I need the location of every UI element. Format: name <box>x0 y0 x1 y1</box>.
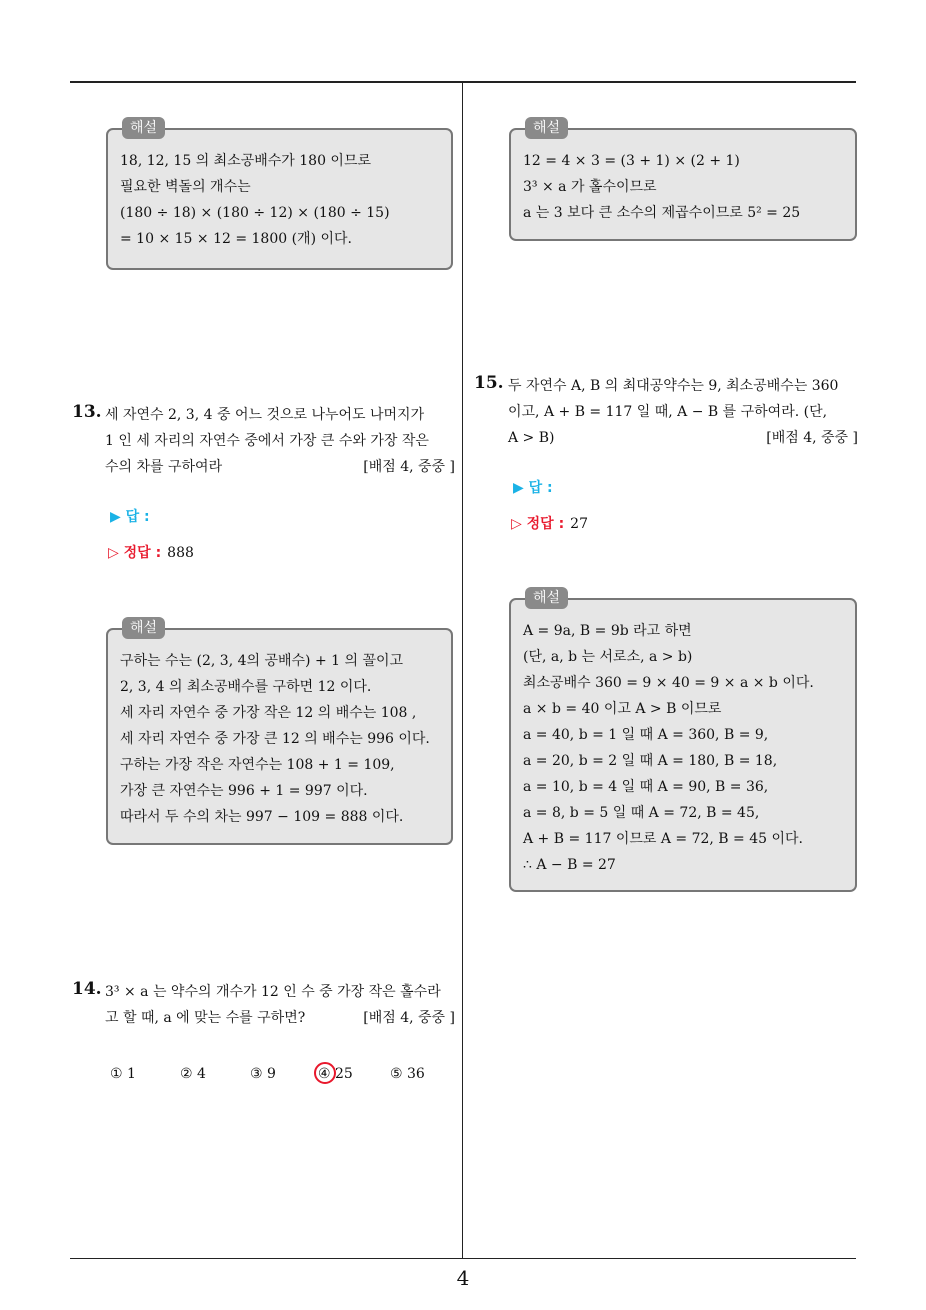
solution-line: 2, 3, 4 의 최소공배수를 구하면 12 이다. <box>120 679 372 695</box>
question-number-14: 14. <box>72 979 102 999</box>
choice-3[interactable]: ③ 9 <box>250 1066 276 1082</box>
solution-line: ∴ A − B = 27 <box>523 857 616 873</box>
question-line: 수의 차를 구하여라 <box>105 459 223 475</box>
solution-line: 3³ × a 가 홀수이므로 <box>523 179 657 195</box>
question-line: A > B) <box>508 430 555 446</box>
question-line: 1 인 세 자리의 자연수 중에서 가장 큰 수와 가장 작은 <box>105 433 429 449</box>
solution-line: A + B = 117 이므로 A = 72, B = 45 이다. <box>523 831 803 847</box>
question-line: 고 할 때, a 에 맞는 수를 구하면? <box>105 1010 306 1026</box>
solution-line: 최소공배수 360 = 9 × 40 = 9 × a × b 이다. <box>523 675 814 691</box>
choice-2[interactable]: ② 4 <box>180 1066 206 1082</box>
solution-line: a × b = 40 이고 A > B 이므로 <box>523 701 722 717</box>
solution-tag: 해설 <box>122 617 165 639</box>
correct-label: ▷ 정답 : <box>511 516 565 532</box>
solution-line: a = 8, b = 5 일 때 A = 72, B = 45, <box>523 805 760 821</box>
question-line: 이고, A + B = 117 일 때, A − B 를 구하여라. (단, <box>508 404 828 420</box>
solution-line: a = 40, b = 1 일 때 A = 360, B = 9, <box>523 727 769 743</box>
solution-line: (180 ÷ 18) × (180 ÷ 12) × (180 ÷ 15) <box>120 205 390 221</box>
solution-line: 세 자리 자연수 중 가장 큰 12 의 배수는 996 이다. <box>120 731 430 747</box>
bottom-rule <box>70 1258 856 1259</box>
choice-4-selected[interactable] <box>318 1066 390 1082</box>
score-meta: [배점 4, 중중 ] <box>363 459 455 475</box>
solution-line: (단, a, b 는 서로소, a > b) <box>523 649 693 665</box>
selected-circle-icon <box>314 1062 336 1084</box>
solution-line: = 10 × 15 × 12 = 1800 (개) 이다. <box>120 231 352 247</box>
correct-answer <box>511 513 588 533</box>
solution-line: A = 9a, B = 9b 라고 하면 <box>523 623 692 639</box>
solution-box-14 <box>509 120 857 241</box>
question-line: 3³ × a 는 약수의 개수가 12 인 수 중 가장 작은 홀수라 <box>105 984 441 1000</box>
solution-line: 구하는 가장 작은 자연수는 108 + 1 = 109, <box>120 757 395 773</box>
solution-line: a = 10, b = 4 일 때 A = 90, B = 36, <box>523 779 769 795</box>
solution-line: 18, 12, 15 의 최소공배수가 180 이므로 <box>120 153 372 169</box>
page-number: 4 <box>456 1266 470 1290</box>
answer-prompt: ▶ 답 : <box>110 509 150 525</box>
solution-line: 가장 큰 자연수는 996 + 1 = 997 이다. <box>120 783 368 799</box>
question-13-text <box>105 402 455 480</box>
solution-line: a 는 3 보다 큰 소수의 제곱수이므로 5² = 25 <box>523 205 801 221</box>
solution-box-13 <box>106 620 453 845</box>
correct-label: ▷ 정답 : <box>108 545 162 561</box>
question-line: 두 자연수 A, B 의 최대공약수는 9, 최소공배수는 360 <box>508 378 839 394</box>
choice-4-label: ④ 25 <box>318 1066 353 1082</box>
solution-box-12 <box>106 120 453 270</box>
choice-5[interactable]: ⑤ 36 <box>390 1066 425 1082</box>
solution-box-15 <box>509 590 857 892</box>
solution-line: 구하는 수는 (2, 3, 4의 공배수) + 1 의 꼴이고 <box>120 653 404 669</box>
choice-1[interactable]: ① 1 <box>110 1066 136 1082</box>
question-14-text <box>105 979 455 1031</box>
solution-line: 필요한 벽돌의 개수는 <box>120 179 251 195</box>
score-meta: [배점 4, 중중 ] <box>766 430 858 446</box>
answer-prompt: ▶ 답 : <box>513 480 553 496</box>
correct-answer <box>108 542 194 562</box>
correct-value: 888 <box>167 545 194 561</box>
solution-line: 세 자리 자연수 중 가장 작은 12 의 배수는 108 , <box>120 705 417 721</box>
choice-list <box>110 1066 450 1082</box>
question-number-13: 13. <box>72 402 102 422</box>
question-15-text <box>508 373 858 451</box>
solution-tag: 해설 <box>525 117 568 139</box>
column-divider <box>462 83 463 1259</box>
top-rule <box>70 81 856 83</box>
solution-line: 따라서 두 수의 차는 997 − 109 = 888 이다. <box>120 809 404 825</box>
score-meta: [배점 4, 중중 ] <box>363 1010 455 1026</box>
question-line: 세 자연수 2, 3, 4 중 어느 것으로 나누어도 나머지가 <box>105 407 425 423</box>
solution-tag: 해설 <box>122 117 165 139</box>
solution-line: a = 20, b = 2 일 때 A = 180, B = 18, <box>523 753 778 769</box>
question-number-15: 15. <box>474 373 504 393</box>
solution-line: 12 = 4 × 3 = (3 + 1) × (2 + 1) <box>523 153 740 169</box>
correct-value: 27 <box>570 516 588 532</box>
solution-tag: 해설 <box>525 587 568 609</box>
